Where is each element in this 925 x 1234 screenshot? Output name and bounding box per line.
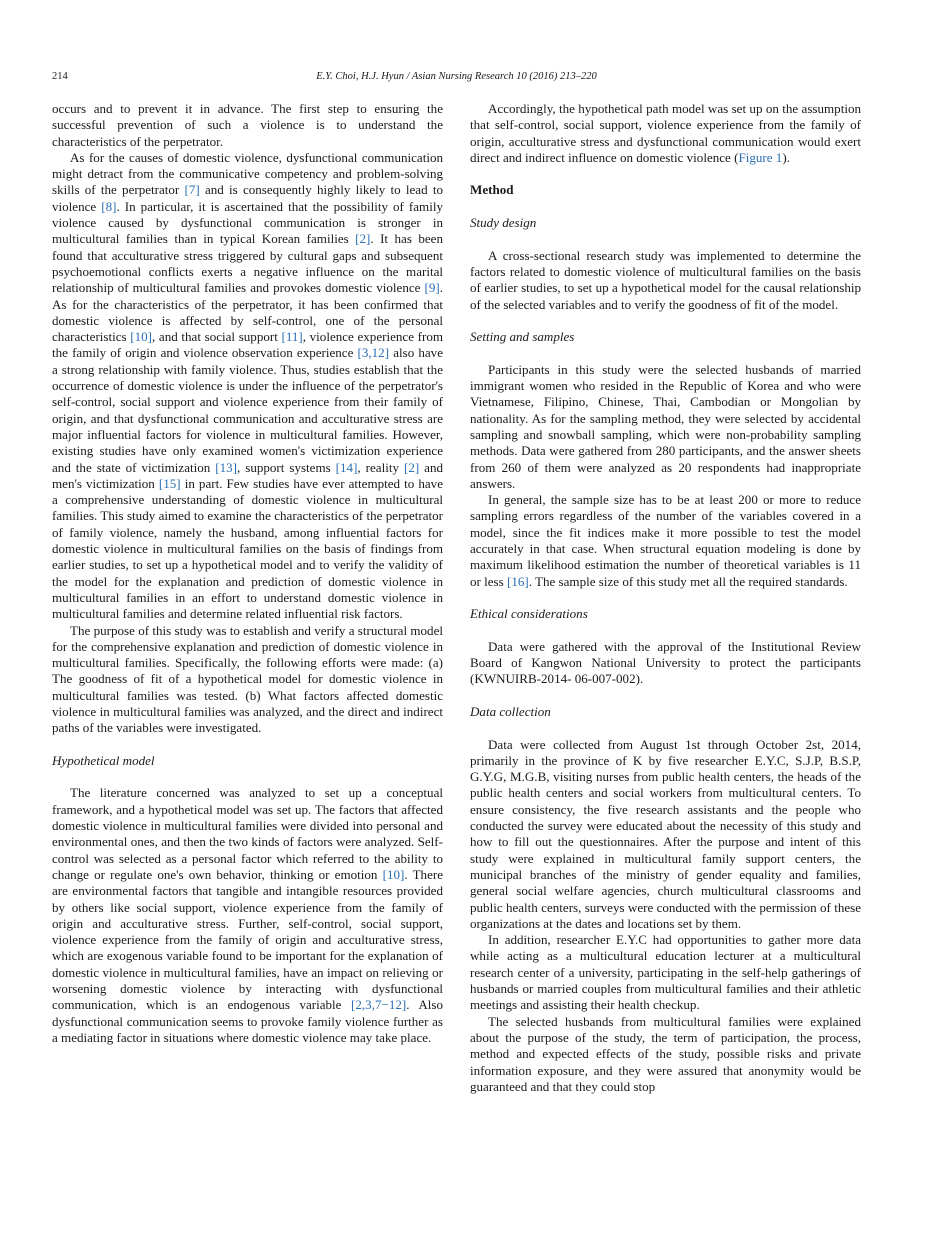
citation-link[interactable]: [11] [281, 329, 303, 345]
figure-link[interactable]: Figure 1 [738, 149, 783, 165]
running-header [52, 71, 861, 87]
paragraph: Data were gathered with the approval of the Institutional Review Board of Kangwon National University to protect the participants (KWNUIRB-2014- 06-007-002). [470, 638, 861, 687]
citation-link[interactable]: [3,12] [357, 345, 390, 361]
subsection-heading: Setting and samples [470, 329, 575, 345]
subsection-heading: Data collection [470, 703, 551, 719]
left-column [52, 101, 443, 1046]
page-number: 214 [52, 71, 68, 82]
citation-link[interactable]: [16] [506, 573, 529, 589]
subsection-heading: Hypothetical model [52, 752, 155, 768]
citation-link[interactable]: [9] [424, 280, 440, 296]
paragraph: The selected husbands from multicultural families were explained about the purpose of the study, the term of participation, the process, method and expected effects of the study, possible risks and private information exposure, and they were assured that anonymity would be guaranteed and that they could stop [470, 1013, 861, 1094]
paragraph: The purpose of this study was to establish and verify a structural model for the comprehensive explanation and prediction of domestic violence in multicultural families. Specifically, the following efforts were made: (a) The goodness of fit of a hypothetical model for domestic violence in multicultural families was tested. (b) What factors affected domestic violence in multicultural families was analyzed, and the direct and indirect paths of the variables were investigated. [52, 622, 443, 736]
paragraph: A cross-sectional research study was implemented to determine the factors related to domestic violence of multicultural families on the basis of earlier studies, to set up a hypothetical model for the causal relationship of the selected variables and to verify the goodness of fit of the model. [470, 247, 861, 312]
citation-link[interactable]: [13] [215, 459, 238, 475]
paragraph: Accordingly, the hypothetical path model was set up on the assumption that self-control, social support, violence experience from the family of origin, acculturative stress and dysfunctional communication would exert direct and indirect influence on domestic violence (Figure 1). [470, 101, 861, 165]
citation-link[interactable]: [10] [130, 329, 153, 345]
citation-link[interactable]: [2] [403, 459, 420, 475]
paragraph: Participants in this study were the selected husbands of married immigrant women who resided in the Republic of Korea and who were Vietnamese, Filipino, Chinese, Thai, Cambodian or Mongolian by nationality. As for the sampling method, they were selected by accidental sampling and snowball sampling, which were non-probability sampling methods. Data were gathered from 280 participants, and the answer sheets from 260 of them were analyzed as 20 respondents had inappropriate answers. [470, 361, 861, 491]
citation-link[interactable]: [2] [355, 231, 371, 247]
paragraph: In general, the sample size has to be at least 200 or more to reduce sampling errors regardless of the number of the variables covered in a model, since the fit indices make it more possible to test the model accurately in that case. When structural equation modeling is done by maximum likelihood estimation the number of theoretical variables is 11 or less [16]. The sample size of this study met all the required standards. [470, 492, 861, 589]
paragraph: Data were collected from August 1st through October 2st, 2014, primarily in the province of K by five researcher E.Y.C, S.J.P, B.S.P, G.Y.G, M.G.B, visiting nurses from public health centers, the heads of the public health centers and social workers from multicultural centers. To ensure consistency, the five research assistants and the people who conducted the survey were educated about the necessity of this study and how to fill out the questionnaires. After the purpose and intent of this study were explained in multicultural family support centers, the municipal branches of the ministry of gender equality and families, general social welfare agencies, church multicultural classrooms and public health centers, surveys were conducted with the permission of these organizations at the dates and locations set by them. [470, 736, 861, 931]
running-title: E.Y. Choi, H.J. Hyun / Asian Nursing Research 10 (2016) 213–220 [316, 71, 597, 82]
paragraph: In addition, researcher E.Y.C had opportunities to gather more data while acting as a multicultural education lecturer at a multicultural research center of a university, participating in the self-help gatherings of husbands or married couples from multicultural families and their athletic meetings and assisting their health checkup. [470, 932, 861, 1013]
citation-link[interactable]: [15] [158, 475, 181, 491]
subsection-heading: Study design [470, 215, 537, 231]
citation-link[interactable]: [2,3,7−12] [351, 997, 407, 1013]
section-heading: Method [470, 182, 514, 198]
citation-link[interactable]: [14] [335, 459, 358, 475]
subsection-heading: Ethical considerations [470, 606, 588, 622]
paragraph: As for the causes of domestic violence, dysfunctional communication might detract from the communicative competency and problem-solving skills of the perpetrator [7] and is consequently highly likely to lead to violence [8]. In particular, it is ascertained that the possibility of family violence caused by dysfunctional communication is stronger in multicultural families than in typical Korean families [2]. It has been found that acculturative stress triggered by cultural gaps and subsequent psychoemotional conflicts exerts a negative influence on the marital relationship of multicultural families and provokes domestic violence [9]. As for the characteristics of the perpetrator, it has been confirmed that domestic violence is affected by self-control, one of the personal characteristics [10], and that social support [11], violence experience from the family of origin and violence observation experience [3,12] also have a strong relationship with family violence. Thus, studies establish that the occurrence of domestic violence is under the influence of the perpetrator's self-control, social support and violence experience from their family of origin, and that dysfunctional communication and acculturative stress are major influential factors for violence in multicultural families. However, existing studies have only examined women's victimization experience and the state of victimization [13], support systems [14], reality [2] and men's victimization [15] in part. Few studies have ever attempted to have a comprehensive understanding of domestic violence in multicultural families. This study aimed to examine the characteristics of the perpetrator of family violence, namely the husband, among influential factors for domestic violence in multicultural families on the basis of findings from earlier studies, to set up a hypothetical model and to verify the validity of the model for the explanation and prediction of domestic violence in multicultural families in an effort to understand domestic violence in multicultural families and determine related influential risk factors. [52, 149, 443, 622]
paragraph: The literature concerned was analyzed to set up a conceptual framework, and a hypothetical model was set up. The factors that affected domestic violence in multicultural families were divided into personal and environmental ones, and then the two kinds of factors were analyzed. Self-control was selected as a personal factor which referred to the ability to change or regulate one's own behavior, thinking or emotion [10]. There are environmental factors that tangible and intangible resources provided by others like social support, violence experience from the family of origin and acculturative stress. Further, self-control, social support, violence experience from the family of origin and acculturative stress, which are exogenous variable found to be important for the explanation of domestic violence in multicultural families, have an impact on relieving or worsening domestic violence by interacting with dysfunctional communication, which is an endogenous variable [2,3,7−12]. Also dysfunctional communication seems to provoke family violence further as a mediating factor in situations where domestic violence may take place. [52, 785, 444, 1045]
paragraph: occurs and to prevent it in advance. The first step to ensuring the successful prevention of such a violence is to understand the characteristics of the perpetrator. [52, 101, 443, 149]
right-column [470, 101, 861, 1095]
citation-link[interactable]: [10] [382, 866, 405, 882]
citation-link[interactable]: [8] [101, 198, 117, 214]
citation-link[interactable]: [7] [184, 182, 200, 198]
